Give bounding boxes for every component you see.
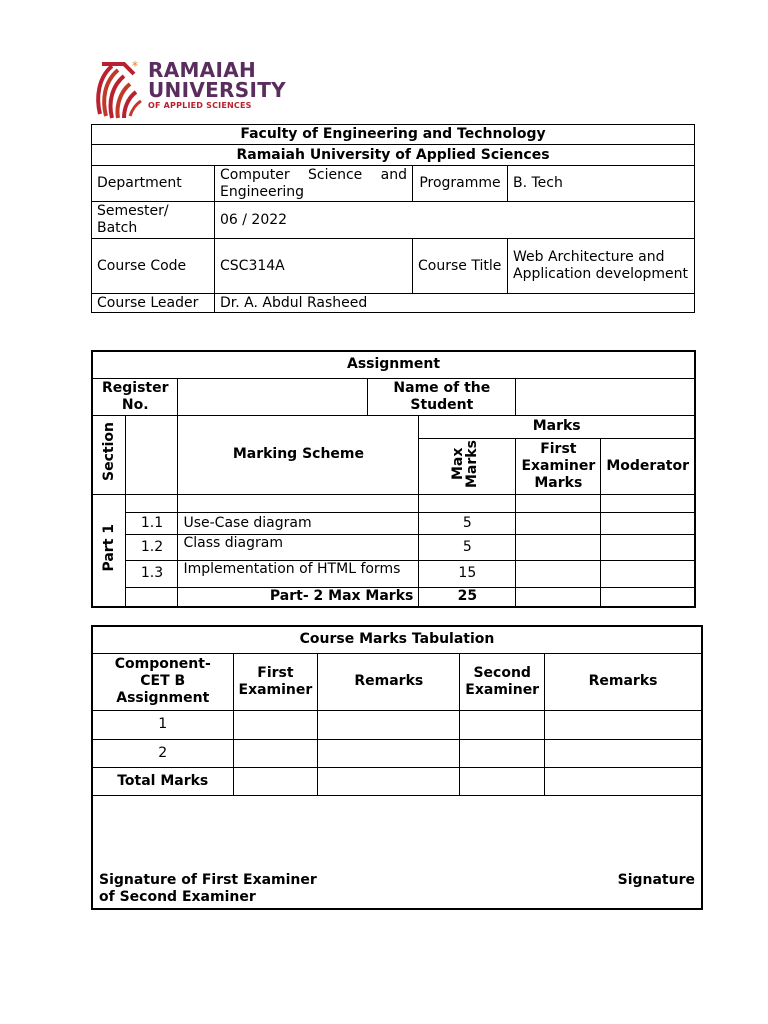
first-examiner-cell[interactable] [233, 739, 318, 767]
max-marks-label: Max Marks [450, 439, 481, 488]
moderator-marks-cell[interactable] [601, 534, 695, 560]
tabulation-heading: Course Marks Tabulation [92, 626, 702, 653]
department-value: Computer Science and Engineering [215, 166, 413, 202]
remarks-total-cell[interactable] [318, 767, 460, 795]
moderator-label: Moderator [601, 438, 695, 494]
signature-area [92, 795, 702, 909]
part-label: Part 1 [100, 523, 117, 572]
course-leader-label: Course Leader [92, 294, 215, 313]
first-examiner-label: First Examiner [233, 653, 318, 710]
table-row [92, 560, 695, 587]
semester-label: Semester/ Batch [92, 202, 215, 239]
second-examiner-total-cell[interactable] [460, 767, 545, 795]
marking-scheme-label: Marking Scheme [178, 415, 419, 494]
second-examiner-signature-label-b: of Second Examiner [99, 888, 256, 905]
component-row-number: 2 [92, 739, 233, 767]
marks-label: Marks [419, 415, 695, 438]
programme-value: B. Tech [508, 166, 695, 202]
total-marks-label: Total Marks [92, 767, 233, 795]
item-description: Implementation of HTML forms [178, 560, 419, 587]
moderator-marks-cell[interactable] [601, 512, 695, 534]
university-heading: Ramaiah University of Applied Sciences [92, 145, 695, 166]
department-label: Department [92, 166, 215, 202]
item-number: 1.1 [126, 512, 178, 534]
first-examiner-marks-cell[interactable] [516, 534, 601, 560]
course-code-label: Course Code [92, 239, 215, 294]
section-label: Section [100, 422, 117, 482]
svg-text:*: * [132, 59, 138, 73]
moderator-total-cell[interactable] [601, 587, 695, 607]
component-label: Component- CET B Assignment [92, 653, 233, 710]
register-no-field[interactable] [178, 378, 368, 415]
remarks-cell[interactable] [318, 710, 460, 739]
semester-value: 06 / 2022 [215, 202, 695, 239]
faculty-heading: Faculty of Engineering and Technology [92, 125, 695, 145]
assignment-table [91, 350, 696, 608]
first-examiner-signature-label: Signature of First Examiner [99, 871, 317, 888]
item-description: Use-Case diagram [178, 512, 419, 534]
remarks-label-1: Remarks [318, 653, 460, 710]
remarks-cell[interactable] [318, 739, 460, 767]
remarks-cell[interactable] [545, 739, 702, 767]
item-description: Class diagram [178, 534, 419, 560]
total-marks-label: Part- 2 Max Marks [178, 587, 419, 607]
logo-line-3: OF APPLIED SCIENCES [148, 101, 252, 110]
course-code-value: CSC314A [215, 239, 413, 294]
second-examiner-label: Second Examiner [460, 653, 545, 710]
second-examiner-cell[interactable] [460, 739, 545, 767]
table-row [92, 534, 695, 560]
first-examiner-cell[interactable] [233, 710, 318, 739]
student-name-field[interactable] [516, 378, 695, 415]
item-max-marks: 15 [419, 560, 516, 587]
item-number: 1.3 [126, 560, 178, 587]
table-row [92, 710, 702, 739]
first-examiner-marks-cell[interactable] [516, 512, 601, 534]
marks-tabulation-table [91, 625, 703, 910]
logo-line-1: RAMAIAH [148, 58, 257, 82]
remarks-total-cell[interactable] [545, 767, 702, 795]
second-examiner-cell[interactable] [460, 710, 545, 739]
course-leader-value: Dr. A. Abdul Rasheed [215, 294, 695, 313]
course-info-table [91, 124, 695, 313]
assignment-heading: Assignment [92, 351, 695, 378]
student-name-label: Name of the Student [368, 378, 516, 415]
item-max-marks: 5 [419, 534, 516, 560]
item-max-marks: 5 [419, 512, 516, 534]
second-examiner-signature-label-a: Signature [617, 871, 695, 888]
total-marks-value: 25 [419, 587, 516, 607]
first-examiner-marks-cell[interactable] [516, 560, 601, 587]
remarks-label-2: Remarks [545, 653, 702, 710]
first-examiner-total-cell[interactable] [516, 587, 601, 607]
logo-emblem-icon [94, 58, 144, 122]
course-title-value: Web Architecture and Application development [508, 239, 695, 294]
table-row [92, 512, 695, 534]
moderator-marks-cell[interactable] [601, 560, 695, 587]
logo-line-2: UNIVERSITY [148, 78, 286, 102]
register-no-label: Register No. [92, 378, 178, 415]
university-logo [94, 58, 284, 122]
course-title-label: Course Title [413, 239, 508, 294]
first-examiner-marks-label: First Examiner Marks [516, 438, 601, 494]
table-row [92, 739, 702, 767]
item-number: 1.2 [126, 534, 178, 560]
remarks-cell[interactable] [545, 710, 702, 739]
component-row-number: 1 [92, 710, 233, 739]
programme-label: Programme [413, 166, 508, 202]
first-examiner-total-cell[interactable] [233, 767, 318, 795]
